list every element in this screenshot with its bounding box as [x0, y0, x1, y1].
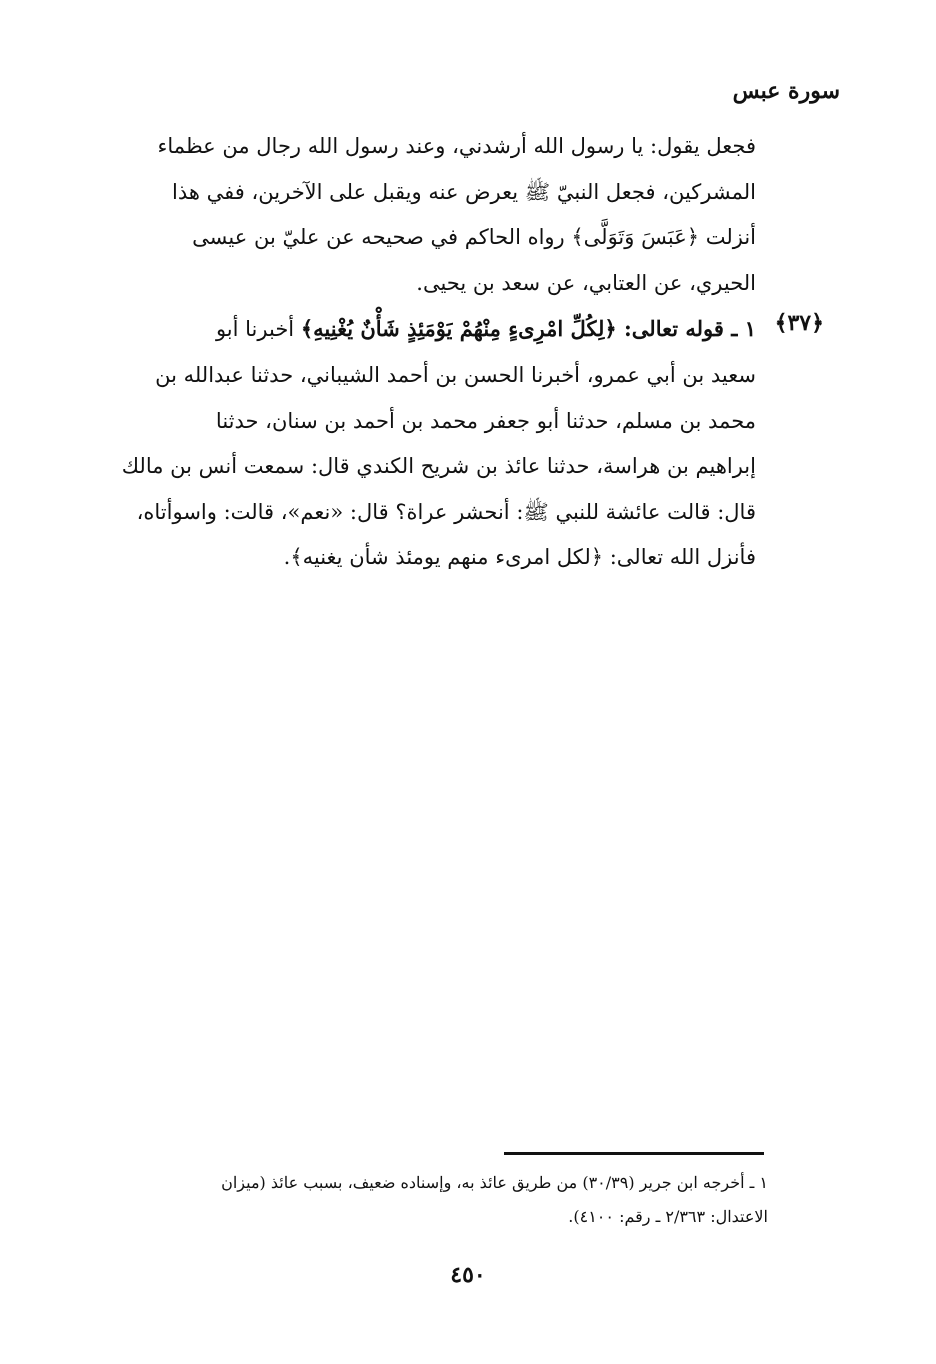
- verse-heading: ١ ـ قوله تعالى: ﴿لِكُلِّ امْرِىءٍ مِنْهُمْ يَوْمَئِذٍ شَأْنٌ يُغْنِيهِ﴾: [300, 316, 756, 342]
- footnote-line: الاعتدال: ٢/٣٦٣ ـ رقم: ٤١٠٠).: [568, 1207, 768, 1226]
- surah-header: سورة عبس: [732, 78, 840, 104]
- text-line: الحيري، عن العتابي، عن سعد بن يحيى.: [416, 270, 756, 295]
- text-line: فأنزل الله تعالى: ﴿لكل امرىء منهم يومئذ شأن يغنيه﴾.: [283, 545, 756, 570]
- text-line: سعيد بن أبي عمرو، أخبرنا الحسن بن أحمد الشيباني، حدثنا عبدالله بن: [155, 362, 756, 387]
- footnote-divider: [504, 1152, 764, 1155]
- text-fragment: أخبرنا أبو: [215, 317, 301, 342]
- text-line: محمد بن مسلم، حدثنا أبو جعفر محمد بن أحمد بن سنان، حدثنا: [215, 408, 756, 433]
- verse-heading-line: [66, 306, 756, 353]
- footnote-line: ١ ـ أخرجه ابن جرير (٣٠/٣٩) من طريق عائذ به، وإسناده ضعيف، بسبب عائذ (ميزان: [221, 1173, 768, 1192]
- verse-number-marker: ﴿٣٧﴾: [774, 310, 824, 336]
- text-line: المشركين، فجعل النبيّ ﷺ يعرض عنه ويقبل على الآخرين، ففي هذا: [172, 179, 756, 204]
- footnotes: [68, 1166, 768, 1234]
- text-line: أنزلت ﴿عَبَسَ وَتَوَلَّى﴾ رواه الحاكم في صحيحه عن عليّ بن عيسى: [192, 225, 756, 250]
- text-line: قال: قالت عائشة للنبي ﷺ: أنحشر عراة؟ قال: «نعم»، قالت: واسوأتاه،: [136, 499, 756, 524]
- main-text: [66, 124, 756, 581]
- page-number: ٤٥٠: [450, 1262, 486, 1288]
- text-line: فجعل يقول: يا رسول الله أرشدني، وعند رسول الله رجال من عظماء: [157, 134, 756, 158]
- text-line: إبراهيم بن هراسة، حدثنا عائذ بن شريح الكندي قال: سمعت أنس بن مالك: [121, 454, 756, 479]
